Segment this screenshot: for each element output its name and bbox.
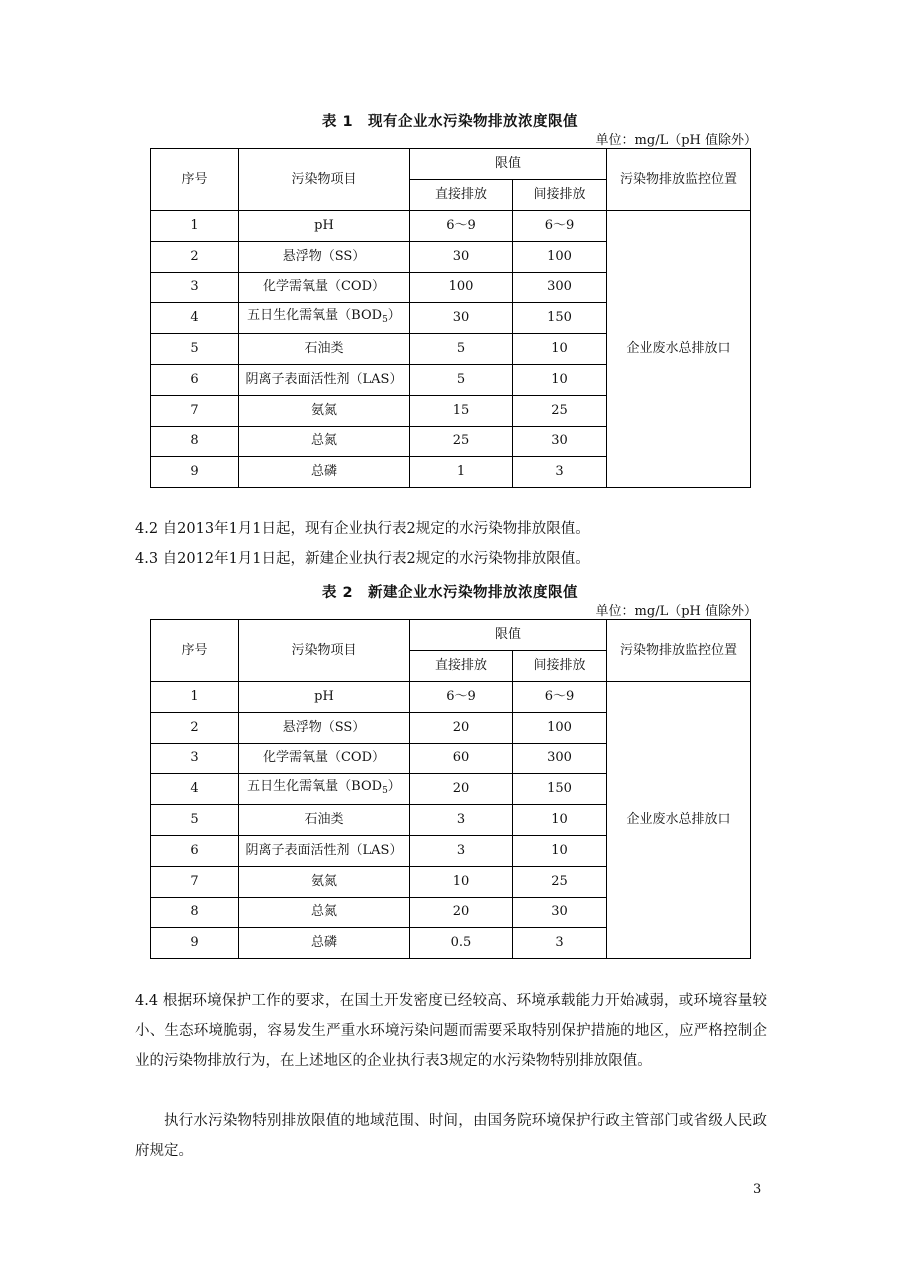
table2-caption: 表 2 新建企业水污染物排放浓度限值 (321, 585, 579, 601)
para-exec-scope: 执行水污染物特别排放限值的地域范围、时间，由国务院环境保护行政主管部门或省级人民政府规定。 (135, 1113, 767, 1159)
header-indirect: 间接排放 (513, 651, 607, 682)
cell-item-text: 总氮 (310, 904, 337, 920)
cell-indirect: 3 (513, 928, 607, 959)
cell-indirect: 300 (513, 743, 607, 774)
cell-direct: 1 (410, 457, 513, 488)
header-no: 序号 (151, 149, 239, 211)
cell-item (239, 835, 410, 866)
table2-unit: 单位：mg/L（pH 值除外） (595, 604, 757, 619)
cell-direct: 25 (410, 426, 513, 457)
cell-indirect: 30 (513, 426, 607, 457)
header-indirect: 间接排放 (513, 180, 607, 211)
cell-item (239, 743, 410, 774)
para-4-4: 4.4 根据环境保护工作的要求，在国土开发密度已经较高、环境承载能力开始减弱，或环境容量较小、生态环境脆弱，容易发生严重水环境污染问题而需要采取特别保护措施的地区，应严格控制企业的污染物排放行为，在上述地区的企业执行表3规定的水污染物特别排放限值。 (135, 993, 767, 1069)
header-row (151, 149, 751, 180)
cell-indirect: 3 (513, 457, 607, 488)
table2 (150, 619, 751, 959)
cell-item-text: 氨氮 (310, 402, 337, 418)
cell-indirect: 10 (513, 805, 607, 836)
table1 (150, 148, 751, 488)
cell-direct: 5 (410, 364, 513, 395)
cell-no: 6 (151, 835, 239, 866)
cell-item-tail: ） (387, 308, 401, 324)
cell-no: 9 (151, 457, 239, 488)
cell-no: 2 (151, 712, 239, 743)
cell-indirect: 10 (513, 835, 607, 866)
cell-item-text: pH (314, 217, 334, 233)
cell-indirect: 6～9 (513, 211, 607, 242)
cell-direct: 3 (410, 805, 513, 836)
cell-item-text: 总氮 (310, 433, 337, 449)
cell-no: 1 (151, 211, 239, 242)
cell-no: 3 (151, 743, 239, 774)
cell-item (239, 928, 410, 959)
header-row (151, 620, 751, 651)
header-no: 序号 (151, 620, 239, 682)
cell-no: 3 (151, 272, 239, 303)
cell-item-text: 悬浮物（SS） (282, 719, 366, 735)
table-row (151, 211, 751, 242)
cell-direct: 20 (410, 897, 513, 928)
cell-no: 5 (151, 334, 239, 365)
cell-no: 7 (151, 866, 239, 897)
header-limit: 限值 (410, 149, 607, 180)
cell-item (239, 774, 410, 805)
cell-direct: 6～9 (410, 682, 513, 713)
cell-item (239, 712, 410, 743)
cell-item (239, 303, 410, 334)
cell-item-text: 悬浮物（SS） (282, 248, 366, 264)
cell-direct: 60 (410, 743, 513, 774)
cell-indirect: 100 (513, 241, 607, 272)
cell-item-subscript: 5 (382, 315, 388, 326)
cell-no: 9 (151, 928, 239, 959)
cell-no: 4 (151, 774, 239, 805)
cell-item (239, 457, 410, 488)
cell-direct: 20 (410, 774, 513, 805)
header-limit: 限值 (410, 620, 607, 651)
cell-direct: 10 (410, 866, 513, 897)
cell-item (239, 272, 410, 303)
cell-item (239, 211, 410, 242)
cell-location: 企业废水总排放口 (607, 211, 751, 488)
cell-direct: 0.5 (410, 928, 513, 959)
cell-item (239, 805, 410, 836)
header-location: 污染物排放监控位置 (607, 620, 751, 682)
cell-direct: 3 (410, 835, 513, 866)
cell-item-text: 氨氮 (310, 873, 337, 889)
table-row (151, 682, 751, 713)
cell-item-subscript: 5 (382, 786, 388, 797)
cell-item-tail: ） (387, 779, 401, 795)
cell-item-text: 总磷 (310, 935, 337, 951)
header-item: 污染物项目 (239, 620, 410, 682)
cell-no: 4 (151, 303, 239, 334)
cell-item-text: 化学需氧量（COD） (262, 279, 386, 295)
cell-item-text: 五日生化需氧量（BOD (247, 308, 383, 324)
cell-direct: 5 (410, 334, 513, 365)
cell-indirect: 150 (513, 774, 607, 805)
para-4-2: 4.2 自2013年1月1日起，现有企业执行表2规定的水污染物排放限值。 (135, 521, 590, 537)
cell-item (239, 682, 410, 713)
cell-indirect: 25 (513, 395, 607, 426)
cell-item (239, 334, 410, 365)
cell-item-text: 五日生化需氧量（BOD (247, 779, 383, 795)
cell-item (239, 364, 410, 395)
cell-no: 5 (151, 805, 239, 836)
table1-unit: 单位：mg/L（pH 值除外） (595, 133, 757, 148)
table1-caption: 表 1 现有企业水污染物排放浓度限值 (321, 114, 579, 130)
cell-item (239, 241, 410, 272)
header-direct: 直接排放 (410, 180, 513, 211)
cell-direct: 100 (410, 272, 513, 303)
cell-direct: 6～9 (410, 211, 513, 242)
cell-indirect: 6～9 (513, 682, 607, 713)
header-location: 污染物排放监控位置 (607, 149, 751, 211)
cell-indirect: 25 (513, 866, 607, 897)
cell-indirect: 300 (513, 272, 607, 303)
cell-no: 6 (151, 364, 239, 395)
cell-indirect: 10 (513, 334, 607, 365)
cell-item-text: pH (314, 688, 334, 704)
header-direct: 直接排放 (410, 651, 513, 682)
cell-item-text: 阴离子表面活性剂（LAS） (245, 842, 403, 858)
cell-item-text: 化学需氧量（COD） (262, 750, 386, 766)
header-item: 污染物项目 (239, 149, 410, 211)
cell-indirect: 10 (513, 364, 607, 395)
cell-item-text: 总磷 (310, 464, 337, 480)
cell-direct: 30 (410, 303, 513, 334)
para-4-3: 4.3 自2012年1月1日起，新建企业执行表2规定的水污染物排放限值。 (135, 551, 590, 567)
cell-direct: 15 (410, 395, 513, 426)
cell-indirect: 150 (513, 303, 607, 334)
cell-location: 企业废水总排放口 (607, 682, 751, 959)
cell-item-text: 阴离子表面活性剂（LAS） (245, 371, 403, 387)
cell-no: 7 (151, 395, 239, 426)
cell-item (239, 426, 410, 457)
cell-direct: 20 (410, 712, 513, 743)
cell-item (239, 897, 410, 928)
cell-indirect: 30 (513, 897, 607, 928)
cell-no: 8 (151, 897, 239, 928)
page-number: 3 (753, 1182, 762, 1197)
cell-no: 8 (151, 426, 239, 457)
cell-no: 2 (151, 241, 239, 272)
cell-no: 1 (151, 682, 239, 713)
cell-item-text: 石油类 (304, 812, 344, 828)
cell-indirect: 100 (513, 712, 607, 743)
cell-item (239, 866, 410, 897)
cell-direct: 30 (410, 241, 513, 272)
cell-item (239, 395, 410, 426)
cell-item-text: 石油类 (304, 341, 344, 357)
